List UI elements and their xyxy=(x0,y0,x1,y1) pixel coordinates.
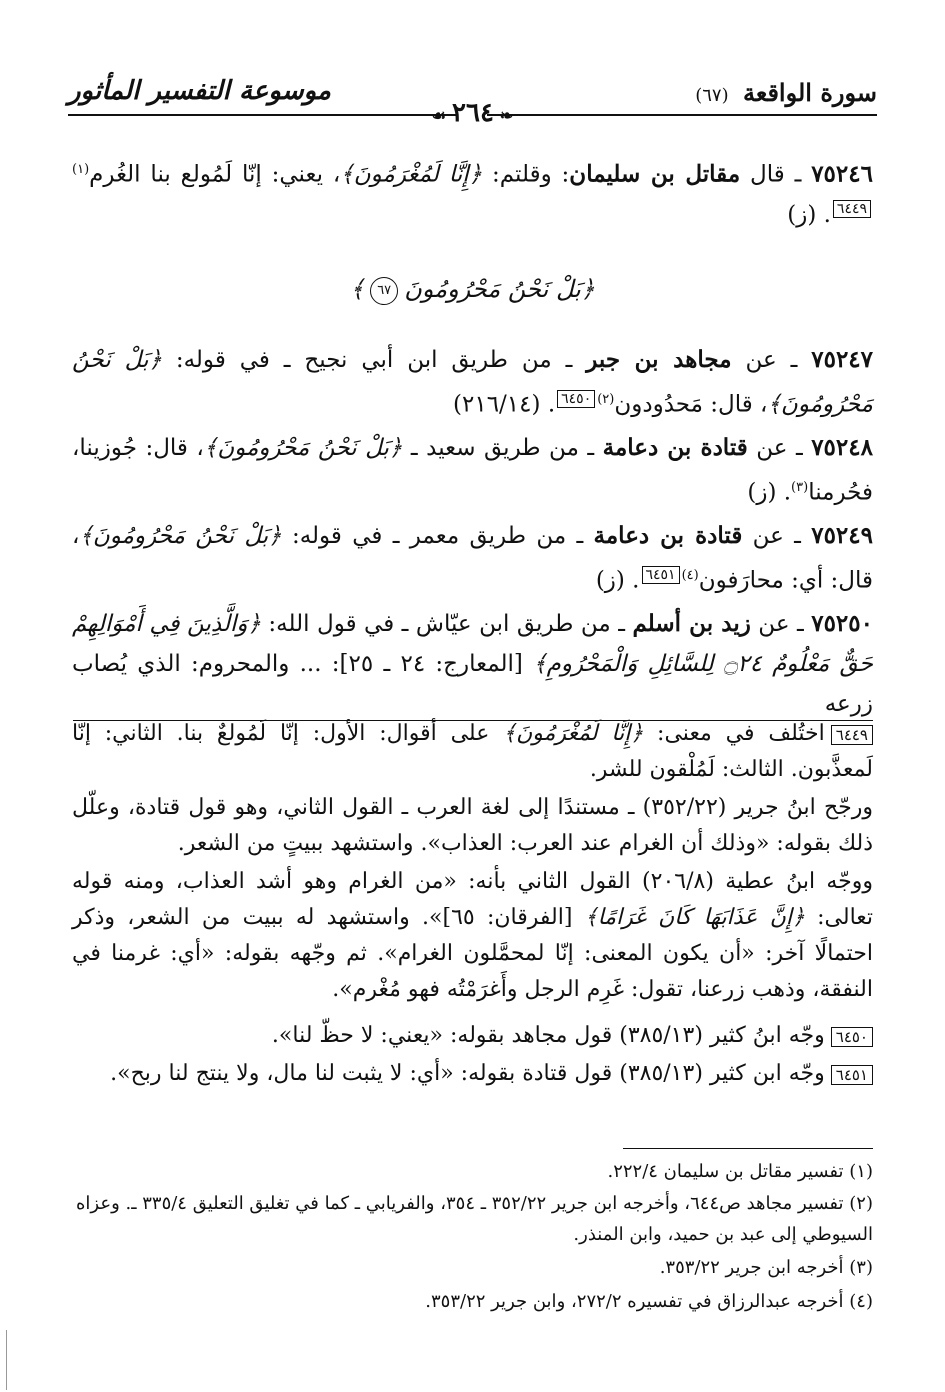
entry-text: ـ عن xyxy=(731,347,812,373)
commentary-text: ورجّح ابنُ جرير (٣٥٢/٢٢) ـ مستندًا إلى لغة العرب ـ القول الثاني، وهو قول قتادة، وعلّل ذلك بقوله: «وذلك أن الغرام عند العرب: العذاب». واستشهد ببيتٍ من الشعر. xyxy=(72,795,873,856)
entry-number: ٧٥٢٥٠ xyxy=(811,610,873,637)
entry-text: : وقلتم: xyxy=(482,161,570,188)
entry-tail: . (ز) xyxy=(747,479,792,506)
entry-number: ٧٥٢٤٦ xyxy=(811,160,873,188)
footnote-ref[interactable]: (٤) xyxy=(681,568,699,583)
entry-author: مجاهد بن جبر xyxy=(586,346,732,373)
commentary-6449 xyxy=(72,716,873,788)
quran-quote: ﴿بَلْ نَحْنُ مَحْرُومُونَ﴾ xyxy=(203,435,403,461)
quran-quote: ﴿بَلْ نَحْنُ مَحْرُومُونَ﴾ xyxy=(72,347,873,418)
commentary-text: [الفرقان: ٦٥]». واستشهد له ببيت من الشعر، وذكر احتمالًا آخر: «أن يكون المعنى: إنّا لمحمَّلون الغرام». ثم وجّهه بقوله: «أي: غرمنا في النفقة، وذهب زرعنا، تقول: غَرِم الرجل وأَغرَمْتُه فهو مُغْرم». xyxy=(72,905,873,1002)
entry-text: ـ عن xyxy=(750,611,812,637)
quran-quote: ﴿إِنَّ عَذَابَهَا كَانَ غَرَامًا﴾ xyxy=(584,905,805,930)
page-number xyxy=(68,98,877,128)
commentary-ibn-jarir xyxy=(72,790,873,862)
verse-heading xyxy=(0,275,945,305)
commentary-number: ٦٤٥١ xyxy=(831,1065,873,1085)
entry-author: زيد بن أسلم xyxy=(632,610,751,637)
entry-text: ـ من طريق معمر ـ في قوله: xyxy=(281,523,594,549)
commentary-number: ٦٤٥٠ xyxy=(831,1027,873,1047)
entry-tail: . (ز) xyxy=(787,201,831,228)
entry-75249 xyxy=(72,516,873,601)
entry-number: ٧٥٢٤٨ xyxy=(811,434,873,461)
entry-author: قتادة بن دعامة xyxy=(593,522,743,549)
commentary-text: وجّه ابن كثير (٣٨٥/١٣) قول قتادة بقوله: «أي: لا يثبت لنا مال، ولا ينتج لنا ربح». xyxy=(110,1061,825,1086)
footnote-ref[interactable]: (٢) xyxy=(597,392,615,407)
verse-text: ﴿بَلْ نَحْنُ مَحْرُومُونَ xyxy=(404,275,595,303)
footnote-ref[interactable]: (١) xyxy=(72,162,90,177)
commentary-number: ٦٤٤٩ xyxy=(831,725,873,745)
commentary-ref[interactable]: ٦٤٤٩ xyxy=(833,200,871,218)
verse-number: (٦٧) xyxy=(695,85,729,106)
entry-text: [المعارج: ٢٤ ـ ٢٥]: ... والمحروم: الذي يُصاب زرعه xyxy=(72,651,873,717)
commentary-ibn-atiyya xyxy=(72,864,873,1008)
quran-quote: ﴿إِنَّا لَمُغْرَمُونَ﴾ xyxy=(340,161,483,188)
scan-margin-line xyxy=(6,1330,7,1390)
entry-text: ـ عن xyxy=(747,435,812,461)
commentary-text: ووجّه ابنُ عطية (٢٠٦/٨) القول الثاني بأنه: «من الغرام وهو أشد العذاب، ومنه قوله تعالى: xyxy=(72,869,874,930)
entry-author: مقاتل بن سليمان xyxy=(569,160,741,188)
commentary-6451 xyxy=(72,1056,873,1092)
footnote-2: (٢) تفسير مجاهد ص٦٤٤، وأخرجه ابن جرير ٣٥٢/٢٢ ـ ٣٥٤، والفريابي ـ كما في تغليق التعليق ٣٣٥/٤ ـ. وعزاه السيوطي إلى عبد بن حميد، وابن المنذر. xyxy=(76,1193,873,1245)
entry-author: قتادة بن دعامة xyxy=(602,434,748,461)
entry-tail: . (ز) xyxy=(595,567,640,594)
commentary-ref[interactable]: ٦٤٥٠ xyxy=(557,390,595,408)
entry-text: ـ عن xyxy=(742,523,812,549)
entry-number: ٧٥٢٤٧ xyxy=(811,346,874,373)
page-number-value: ٢٦٤ xyxy=(452,98,494,128)
quran-quote: ﴿بَلْ نَحْنُ مَحْرُومُونَ﴾ xyxy=(79,523,282,549)
entry-number: ٧٥٢٤٩ xyxy=(811,522,873,549)
entry-text: ، قال: جُوزينا، فحُرمنا xyxy=(72,435,873,506)
commentary-text: على أقوال: الأول: إنّا لَمُولعٌ بنا. الثاني: إنّا لَمعذَّبون. الثالث: لَمُلْقون للشر. xyxy=(72,721,873,782)
quran-quote: ﴿إِنَّا لَمُغْرَمُونَ﴾ xyxy=(503,721,644,746)
entry-75248 xyxy=(72,428,873,513)
footnote-separator xyxy=(623,1148,873,1149)
entry-text: ـ قال xyxy=(740,161,812,188)
commentary-text: وجّه ابنُ كثير (٣٨٥/١٣) قول مجاهد بقوله: «يعني: لا حظّ لنا». xyxy=(271,1023,825,1048)
verse-close: ﴾ xyxy=(350,275,365,303)
entry-text: ـ من طريق سعيد ـ xyxy=(402,435,603,461)
footnote-1: (١) تفسير مقاتل بن سليمان ٢٢٢/٤. xyxy=(607,1161,873,1182)
footnote-4: (٤) أخرجه عبدالرزاق في تفسيره ٢٧٢/٢، وابن جرير ٣٥٣/٢٢. xyxy=(425,1291,873,1312)
footnote-ref[interactable]: (٣) xyxy=(791,480,809,495)
entry-text: ـ من طريق ابن أبي نجيح ـ في قوله: xyxy=(161,347,587,373)
entry-text: ، قال: أي: محارَفون xyxy=(72,523,873,594)
ornament-icon: ☙ xyxy=(431,106,447,125)
ornament-icon: ❧ xyxy=(499,106,514,125)
entry-75250 xyxy=(72,604,873,724)
page-header xyxy=(68,70,877,130)
commentary-ref[interactable]: ٦٤٥١ xyxy=(642,566,680,584)
entry-75247 xyxy=(72,340,873,425)
series-title: موسوعة التفسير المأثور xyxy=(68,76,331,106)
quran-quote: ﴿وَالَّذِينَ فِي أَمْوَالِهِمْ حَقٌّ مَعْلُومٌ ۝٢٤ لِلسَّائِلِ وَالْمَحْرُومِ﴾ xyxy=(72,611,873,677)
commentary-6450 xyxy=(72,1018,873,1054)
ayah-marker: ٦٧ xyxy=(370,277,398,305)
commentary-text: اختُلف في معنى: xyxy=(643,721,825,746)
entry-text: ، قال: مَحدُودون xyxy=(614,391,768,418)
entry-text: ـ من طريق ابن عيّاش ـ في قول الله: xyxy=(260,611,633,637)
footnote-3: (٣) أخرجه ابن جرير ٣٥٣/٢٢. xyxy=(659,1257,873,1278)
entry-tail: . (٢١٦/١٤) xyxy=(453,391,556,418)
entry-75246 xyxy=(72,150,873,235)
entry-text: ، يعني: إنّا لَمُولع بنا الغُرم xyxy=(89,161,341,188)
surah-name: سورة الواقعة xyxy=(743,78,877,107)
